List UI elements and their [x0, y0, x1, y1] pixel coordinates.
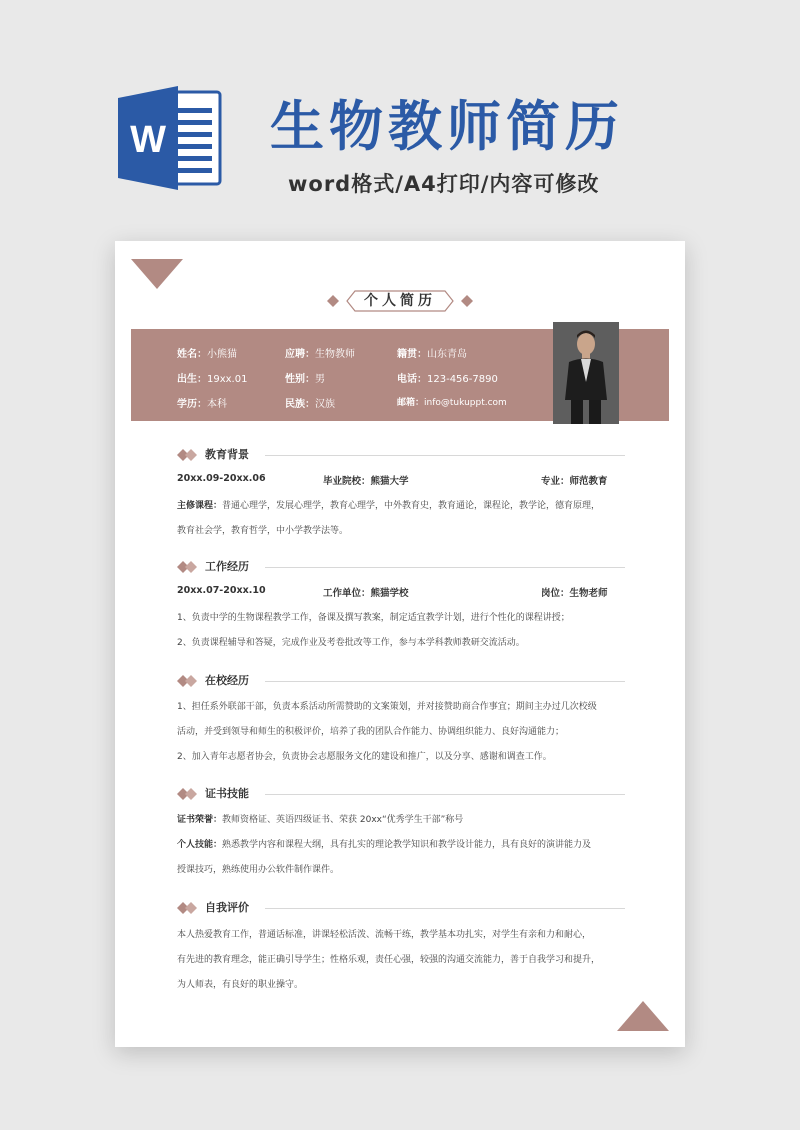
page-title: 生物教师简历 [270, 95, 624, 158]
work-date: 20xx.07-20xx.10 [177, 585, 266, 596]
info-origin: 籍贯：山东青岛 [397, 349, 467, 360]
resume-paper [115, 241, 685, 1047]
info-birth: 出生：19xx.01 [177, 374, 248, 385]
edu-major: 专业：师范教育 [541, 476, 608, 487]
profile-photo [553, 322, 619, 424]
divider [265, 455, 625, 456]
work-role: 岗位：生物老师 [541, 588, 608, 599]
diamond-icon [175, 786, 201, 802]
info-position: 应聘：生物教师 [285, 349, 355, 360]
skills-cert: 证书荣誉：教师资格证、英语四级证书、荣获 20xx“优秀学生干部”称号 [177, 815, 464, 825]
resume-heading-text: 个人简历 [364, 293, 436, 309]
divider [265, 908, 625, 909]
self-line3: 为人师表，有良好的职业操守。 [177, 980, 304, 990]
info-gender: 性别：男 [285, 374, 325, 385]
info-ethnicity: 民族：汉族 [285, 399, 335, 410]
skills-line2: 授课技巧，熟练使用办公软件制作课件。 [177, 865, 340, 875]
corner-triangle-top-left [131, 259, 183, 289]
word-logo-letter: W [130, 119, 166, 161]
section-campus-header [175, 673, 625, 689]
info-name: 姓名：小熊猫 [177, 349, 237, 360]
edu-date: 20xx.09-20xx.06 [177, 473, 266, 484]
skills-line1: 个人技能：熟悉教学内容和课程大纲，具有扎实的理论教学知识和教学设计能力，具有良好的演讲能力及 [177, 840, 592, 850]
page-subtitle: word格式/A4打印/内容可修改 [288, 172, 600, 196]
word-icon [116, 84, 224, 192]
resume-heading [325, 289, 475, 313]
info-phone: 电话：123-456-7890 [397, 374, 498, 385]
divider [265, 567, 625, 568]
section-title: 在校经历 [205, 674, 249, 687]
section-work-header [175, 559, 625, 575]
person-silhouette-icon [553, 322, 619, 424]
info-education: 学历：本科 [177, 399, 227, 410]
self-line2: 有先进的教育理念，能正确引导学生；性格乐观，责任心强，较强的沟通交流能力，善于自我学习和提升， [177, 955, 601, 965]
diamond-icon [175, 673, 201, 689]
self-line1: 本人热爱教育工作，普通话标准，讲课轻松活泼、流畅干练，教学基本功扎实，对学生有亲和力和耐心， [177, 930, 592, 940]
edu-courses-line1: 主修课程：普通心理学，发展心理学，教育心理学，中外教育史，教育通论，课程论，教学论，德育原理， [177, 501, 601, 511]
section-self-header [175, 900, 625, 916]
section-education-header [175, 447, 625, 463]
section-title: 教育背景 [205, 448, 249, 461]
diamond-icon [175, 559, 201, 575]
banner [0, 0, 800, 240]
section-title: 自我评价 [205, 901, 249, 914]
work-company: 工作单位：熊猫学校 [323, 588, 409, 599]
diamond-icon [175, 447, 201, 463]
divider [265, 681, 625, 682]
edu-courses-line2: 教育社会学，教育哲学，中小学教学法等。 [177, 526, 349, 536]
campus-line3: 2、加入青年志愿者协会，负责协会志愿服务文化的建设和推广，以及分享、感谢和调查工作。 [177, 752, 552, 762]
info-email: 邮箱：info@tukuppt.com [397, 398, 507, 408]
divider [265, 794, 625, 795]
campus-line1: 1、担任系外联部干部，负责本系活动所需赞助的文案策划，并对接赞助商合作事宜；期间主办过几次校级 [177, 702, 597, 712]
corner-triangle-bottom-right [617, 1001, 669, 1031]
diamond-icon [175, 900, 201, 916]
section-title: 证书技能 [205, 787, 249, 800]
work-line2: 2、负责课程辅导和答疑，完成作业及考卷批改等工作，参与本学科教师教研交流活动。 [177, 638, 525, 648]
section-title: 工作经历 [205, 560, 249, 573]
campus-line2: 活动，并受到领导和师生的积极评价，培养了我的团队合作能力、协调组织能力、良好沟通能力； [177, 727, 565, 737]
section-skills-header [175, 786, 625, 802]
work-line1: 1、负责中学的生物课程教学工作，备课及撰写教案，制定适宜教学计划，进行个性化的课程讲授； [177, 613, 570, 623]
edu-school: 毕业院校：熊猫大学 [323, 476, 409, 487]
